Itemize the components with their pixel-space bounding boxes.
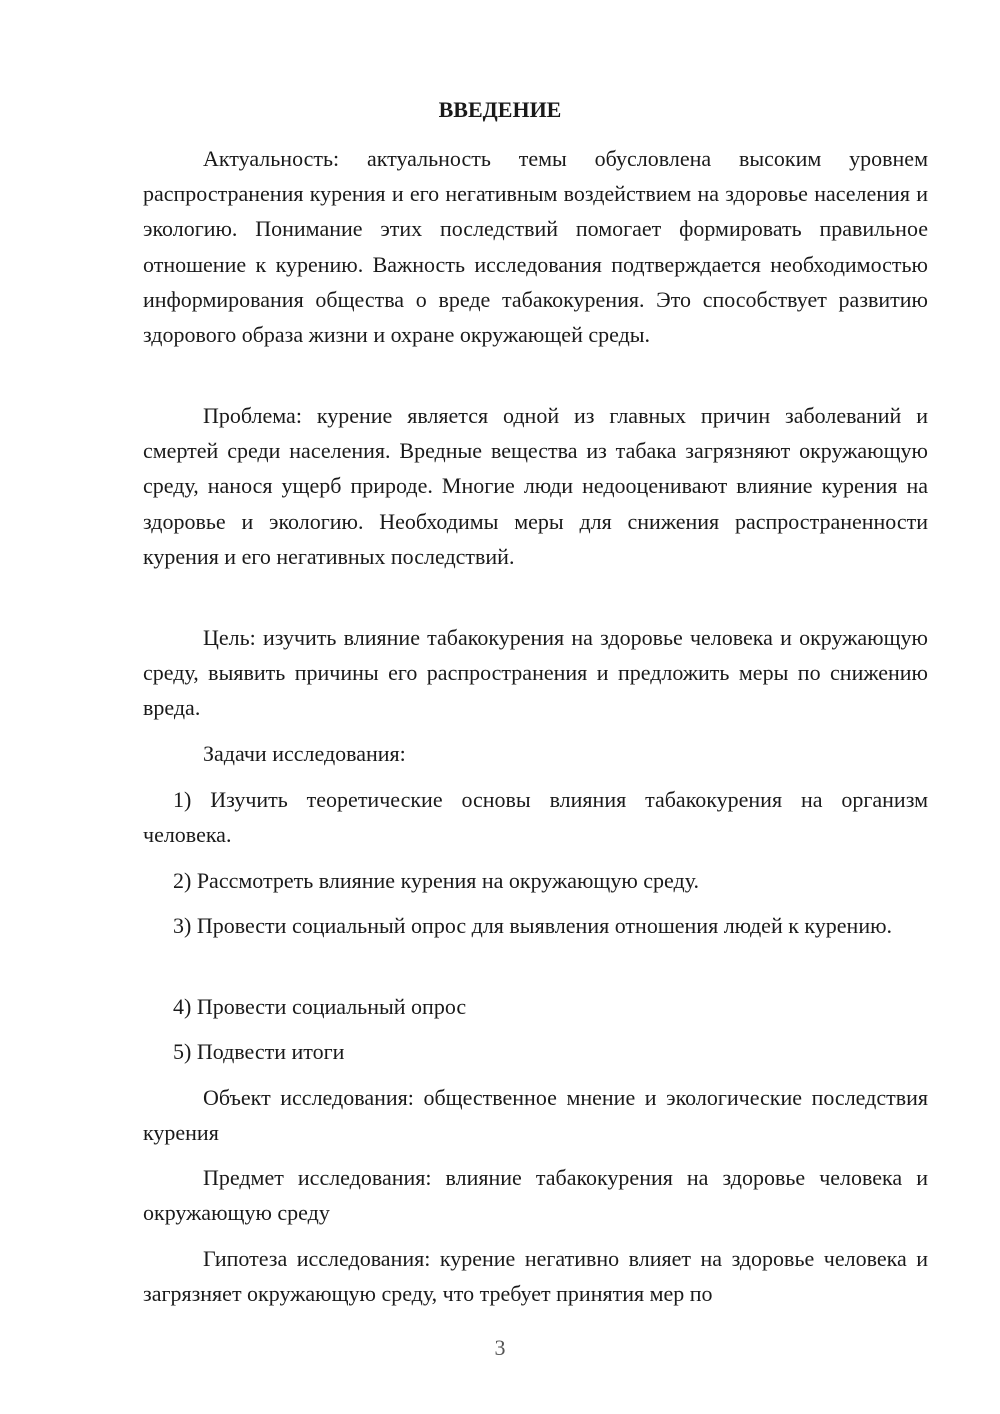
paragraph-subject-text: Предмет исследования: влияние табакокурения на здоровье человека и окружающую среду <box>143 1165 928 1226</box>
paragraph-relevance-text: Актуальность: актуальность темы обусловлена высоким уровнем распространения курения и его негативным воздействием на здоровье населения и экологию. Понимание этих последствий помогает формировать правильное отношение к курению. Важность исследования подтверждается необходимостью информирования общества о вреде табакокурения. Это способствует развитию здорового образа жизни и охране окружающей среды. <box>143 146 928 348</box>
task-item-1 <box>143 782 928 852</box>
task-item-text: 1) Изучить теоретические основы влияния табакокурения на организм человека. <box>143 787 928 848</box>
paragraph-hypothesis <box>143 1241 928 1311</box>
page-number: 3 <box>494 1335 506 1360</box>
paragraph-subject <box>143 1160 928 1230</box>
task-item-text: 2) Рассмотреть влияние курения на окружающую среду. <box>173 868 700 893</box>
section-heading: ВВЕДЕНИЕ <box>438 97 562 122</box>
tasks-intro-text: Задачи исследования: <box>203 741 406 766</box>
paragraph-object <box>143 1080 928 1150</box>
paragraph-problem-text: Проблема: курение является одной из главных причин заболеваний и смертей среди населения. Вредные вещества из табака загрязняют окружающую среду, нанося ущерб природе. Многие люди недооценивают влияние курения на здоровье и экологию. Необходимы меры для снижения распространенности курения и его негативных последствий. <box>143 403 928 569</box>
paragraph-goal <box>143 620 928 726</box>
task-item-text: 3) Провести социальный опрос для выявления отношения людей к курению. <box>173 913 893 938</box>
task-item-4 <box>143 989 928 1024</box>
paragraph-tasks-intro <box>143 736 928 771</box>
paragraph-goal-text: Цель: изучить влияние табакокурения на здоровье человека и окружающую среду, выявить причины его распространения и предложить меры по снижению вреда. <box>143 625 928 721</box>
paragraph-hypothesis-text: Гипотеза исследования: курение негативно влияет на здоровье человека и загрязняет окружающую среду, что требует принятия мер по <box>143 1246 928 1307</box>
paragraph-problem <box>143 398 928 574</box>
task-item-3 <box>143 908 928 943</box>
paragraph-object-text: Объект исследования: общественное мнение и экологические последствия курения <box>143 1085 928 1146</box>
paragraph-relevance <box>143 141 928 352</box>
task-item-2 <box>143 863 928 898</box>
task-item-text: 4) Провести социальный опрос <box>173 994 467 1019</box>
task-item-text: 5) Подвести итоги <box>173 1039 345 1064</box>
task-item-5 <box>143 1034 928 1069</box>
